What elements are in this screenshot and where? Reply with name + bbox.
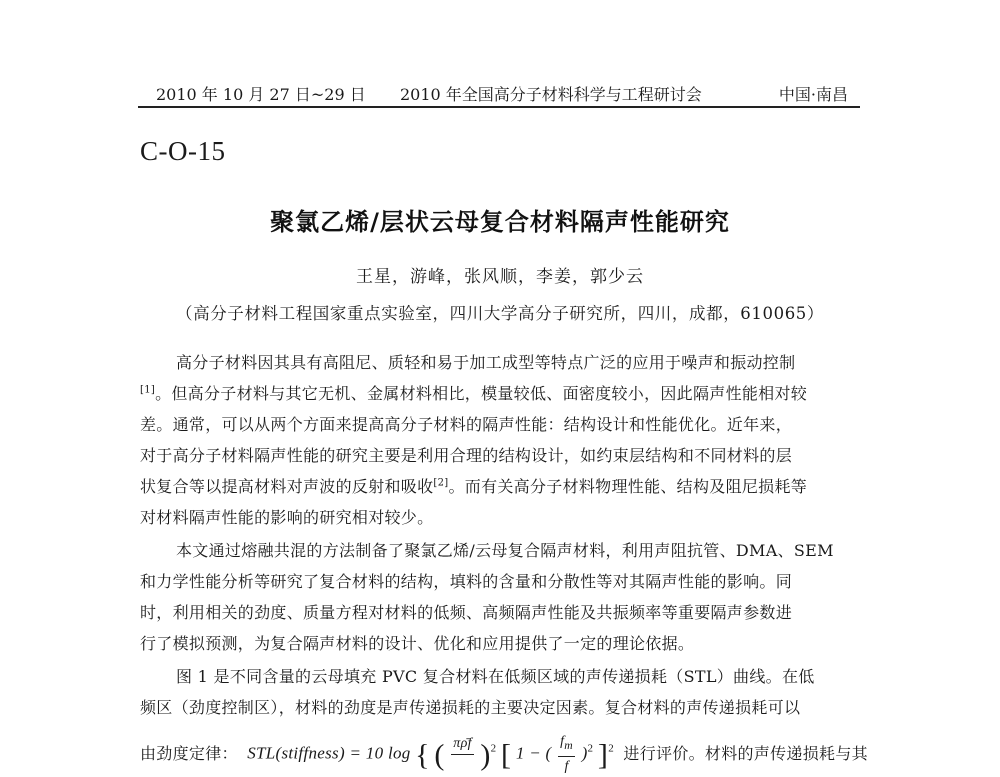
paper-authors: 王星，游峰，张风顺，李姜，郭少云 bbox=[356, 267, 644, 287]
citation-ref: [1] bbox=[140, 384, 156, 396]
body-text: 高分子材料因其具有高阻尼、质轻和易于加工成型等特点广泛的应用于噪声和振动控制 bbox=[176, 353, 796, 372]
formula-bracket: [ bbox=[501, 738, 512, 772]
body-line bbox=[140, 415, 792, 435]
body-line bbox=[140, 508, 433, 528]
body-line bbox=[140, 603, 792, 623]
formula-subscript: m bbox=[564, 738, 574, 752]
stiffness-law-formula bbox=[247, 732, 614, 777]
header-location: 中国·南昌 bbox=[778, 85, 848, 104]
formula-exponent: 2 bbox=[587, 742, 594, 755]
body-line bbox=[176, 667, 815, 687]
header-date: 2010 年 10 月 27 日~29 日 bbox=[156, 85, 366, 104]
formula-paren: ( bbox=[434, 738, 445, 772]
body-line bbox=[140, 477, 807, 497]
formula-numerator: πρ̄f bbox=[451, 734, 474, 755]
formula-fraction-1 bbox=[451, 734, 474, 775]
formula-paren: ) bbox=[480, 738, 491, 772]
paper-code: C-O-15 bbox=[140, 136, 226, 166]
formula-term: ) bbox=[581, 743, 588, 763]
formula-brace: { bbox=[415, 738, 430, 772]
formula-exponent: 2 bbox=[490, 742, 497, 755]
body-text: 本文通过熔融共混的方法制备了聚氯乙烯/云母复合隔声材料，利用声阻抗管、DMA、SEM bbox=[176, 541, 834, 560]
formula-line bbox=[140, 732, 868, 777]
body-text: 由劲度定律： bbox=[140, 743, 238, 763]
header-conference: 2010 年全国高分子材料科学与工程研讨会 bbox=[400, 85, 702, 104]
formula-numerator bbox=[558, 732, 575, 757]
body-line bbox=[140, 572, 792, 592]
formula-exponent: 2 bbox=[608, 742, 615, 755]
formula-denominator bbox=[451, 755, 474, 775]
body-text: 和力学性能分析等研究了复合材料的结构，填料的含量和分散性等对其隔声性能的影响。同 bbox=[140, 572, 793, 591]
paper-title: 聚氯乙烯/层状云母复合材料隔声性能研究 bbox=[270, 208, 730, 236]
formula-fraction-2 bbox=[558, 732, 575, 777]
body-text: 行了模拟预测，为复合隔声材料的设计、优化和应用提供了一定的理论依据。 bbox=[140, 634, 695, 653]
body-line bbox=[140, 446, 792, 466]
citation-ref: [2] bbox=[433, 477, 449, 489]
body-line bbox=[140, 384, 807, 404]
body-text: 状复合等以提高材料对声波的反射和吸收 bbox=[140, 477, 434, 496]
body-text: 。但高分子材料与其它无机、金属材料相比，模量较低、面密度较小，因此隔声性能相对较 bbox=[155, 384, 808, 403]
formula-term: 1 − ( bbox=[515, 743, 552, 763]
body-line bbox=[140, 634, 694, 654]
paper-affiliation: （高分子材料工程国家重点实验室，四川大学高分子研究所，四川，成都，610065） bbox=[176, 304, 824, 323]
body-text: 图 1 是不同含量的云母填充 PVC 复合材料在低频区域的声传递损耗（STL）曲线。在低 bbox=[176, 667, 815, 686]
body-text: 对材料隔声性能的影响的研究相对较少。 bbox=[140, 508, 434, 527]
formula-denominator: f bbox=[564, 758, 569, 774]
body-line bbox=[140, 698, 800, 718]
formula-lhs: STL(stiffness) = 10 log bbox=[247, 743, 411, 763]
body-text: 进行评价。材料的声传递损耗与其 bbox=[623, 743, 868, 763]
running-header bbox=[138, 80, 860, 108]
body-text: 差。通常，可以从两个方面来提高高分子材料的隔声性能：结构设计和性能优化。近年来， bbox=[140, 415, 793, 434]
formula-bracket: ] bbox=[597, 738, 609, 772]
body-line bbox=[176, 541, 834, 561]
body-text: 。而有关高分子材料物理性能、结构及阻尼损耗等 bbox=[448, 477, 808, 496]
body-line bbox=[176, 353, 795, 373]
body-text: 时，利用相关的劲度、质量方程对材料的低频、高频隔声性能及共振频率等重要隔声参数进 bbox=[140, 603, 793, 622]
body-text: 频区（劲度控制区），材料的劲度是声传递损耗的主要决定因素。复合材料的声传递损耗可以 bbox=[140, 698, 801, 717]
formula-symbol: f bbox=[560, 734, 565, 749]
body-text: 对于高分子材料隔声性能的研究主要是利用合理的结构设计，如约束层结构和不同材料的层 bbox=[140, 446, 793, 465]
